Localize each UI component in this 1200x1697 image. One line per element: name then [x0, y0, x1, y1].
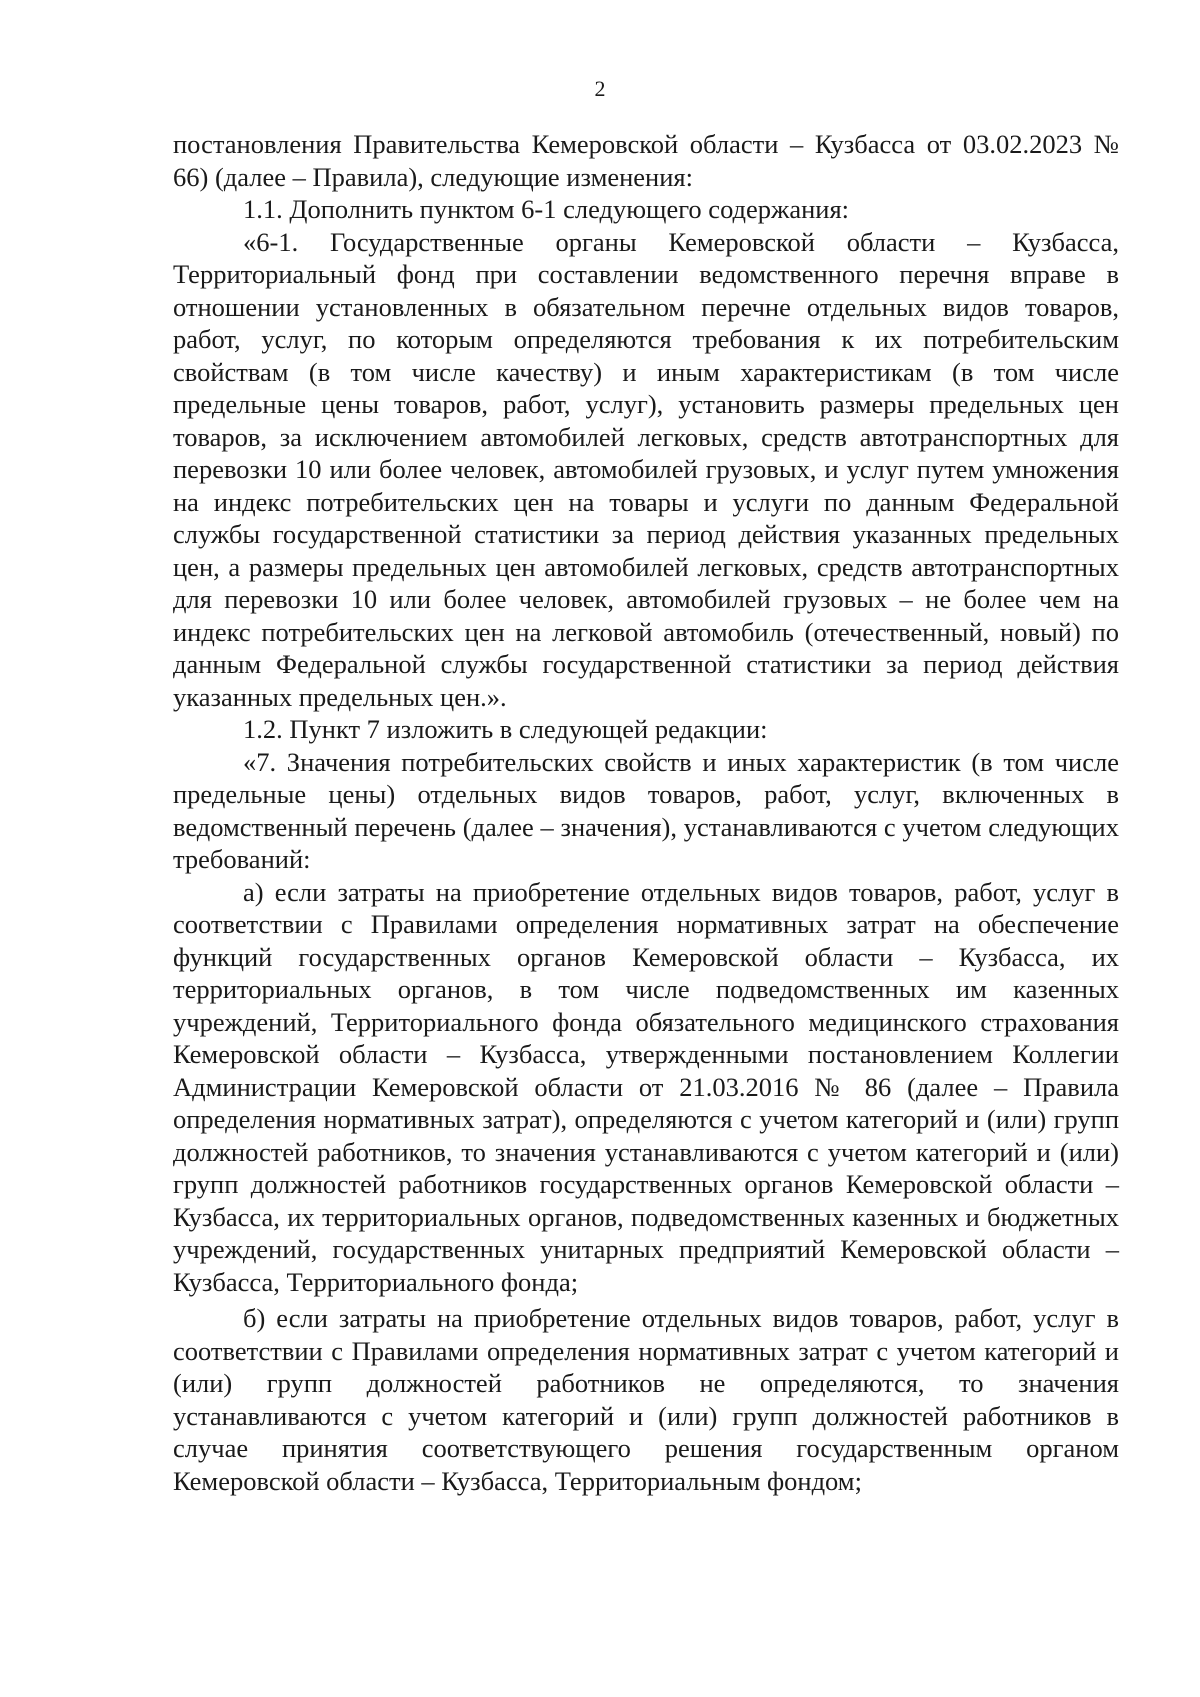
paragraph-item-1-1: 1.1. Дополнить пунктом 6-1 следующего содержания:: [243, 194, 850, 224]
page-number: 2: [594, 76, 606, 101]
paragraph-subclause-a: а) если затраты на приобретение отдельных видов товаров, работ, услуг в соответствии с Правилами определения нормативных затрат на обеспечение функций государственных органов Кемеровской области – Кузбасса, их территориальных органов, в том числе подведомственных им казенных учреждений, Территориального фонда обязательного медицинского страхования Кемеровской области – Кузбасса, утвержденными постановлением Коллегии Администрации Кемеровской области от 21.03.2016 № 86 (далее – Правила определения нормативных затрат), определяются с учетом категорий и (или) групп должностей работников, то значения устанавливаются с учетом категорий и (или) групп должностей работников государственных органов Кемеровской области – Кузбасса, их территориальных органов, подведомственных казенных и бюджетных учреждений, государственных унитарных предприятий Кемеровской области – Кузбасса, Территориального фонда;: [173, 876, 1119, 1297]
document-body: [173, 128, 1119, 1497]
paragraph-continuation: постановления Правительства Кемеровской области – Кузбасса от 03.02.2023 № 66) (далее – Правила), следующие изменения:: [173, 129, 1119, 192]
paragraph-clause-6-1: «6-1. Государственные органы Кемеровской области – Кузбасса, Территориальный фонд при составлении ведомственного перечня вправе в отношении установленных в обязательном перечне отдельных видов товаров, работ, услуг, по которым определяются требования к их потребительским свойствам (в том числе качеству) и иным характеристикам (в том числе предельные цены товаров, работ, услуг), установить размеры предельных цен товаров, за исключением автомобилей легковых, средств автотранспортных для перевозки 10 или более человек, автомобилей грузовых, и услуг путем умножения на индекс потребительских цен на товары и услуги по данным Федеральной службы государственной статистики за период действия указанных предельных цен, а размеры предельных цен автомобилей легковых, средств автотранспортных для перевозки 10 или более человек, автомобилей грузовых – не более чем на индекс потребительских цен на легковой автомобиль (отечественный, новый) по данным Федеральной службы государственной статистики за период действия указанных предельных цен.».: [173, 226, 1119, 712]
paragraph-subclause-b: б) если затраты на приобретение отдельных видов товаров, работ, услуг в соответствии с Правилами определения нормативных затрат с учетом категорий и (или) групп должностей работников не определяются, то значения устанавливаются с учетом категорий и (или) групп должностей работников в случае принятия соответствующего решения государственным органом Кемеровской области – Кузбасса, Территориальным фондом;: [173, 1303, 1119, 1496]
paragraph-item-1-2: 1.2. Пункт 7 изложить в следующей редакции:: [243, 714, 768, 744]
paragraph-clause-7: «7. Значения потребительских свойств и иных характеристик (в том числе предельные цены) отдельных видов товаров, работ, услуг, включенных в ведомственный перечень (далее – значения), устанавливаются с учетом следующих требований:: [173, 746, 1119, 874]
